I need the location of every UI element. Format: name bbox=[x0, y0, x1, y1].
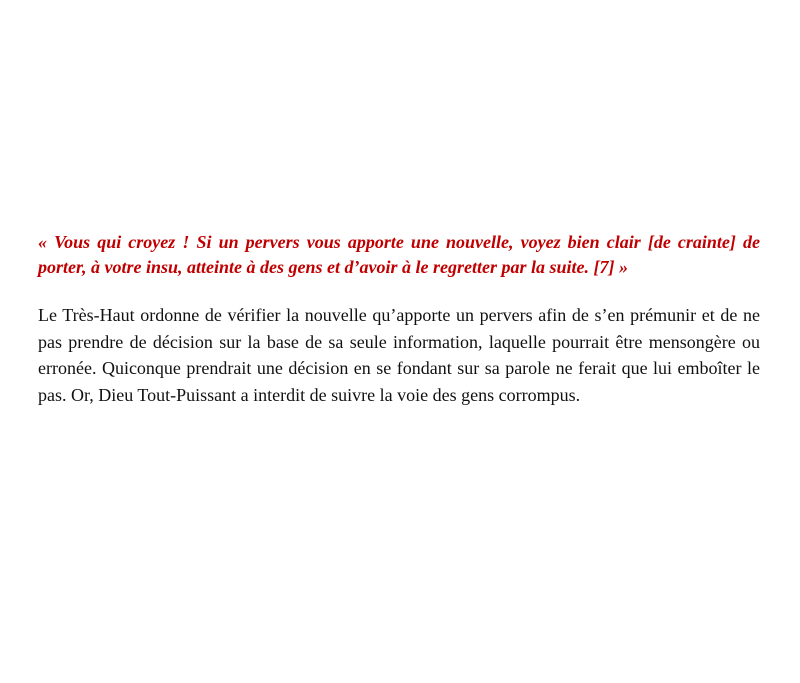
commentary-paragraph: Le Très-Haut ordonne de vérifier la nouvelle qu’apporte un pervers afin de s’en prémunir et de ne pas prendre de décision sur la base de sa seule information, laquelle pourrait être mensongère ou erronée. Quiconque prendrait une décision en se fondant sur sa parole ne ferait que lui emboîter le pas. Or, Dieu Tout-Puissant a interdit de suivre la voie des gens corrompus. bbox=[38, 305, 760, 405]
verse-quote: « Vous qui croyez ! Si un pervers vous apporte une nouvelle, voyez bien clair [de crainte] de porter, à votre insu, atteinte à des gens et d’avoir à le regretter par la suite. [7] » bbox=[38, 232, 760, 277]
